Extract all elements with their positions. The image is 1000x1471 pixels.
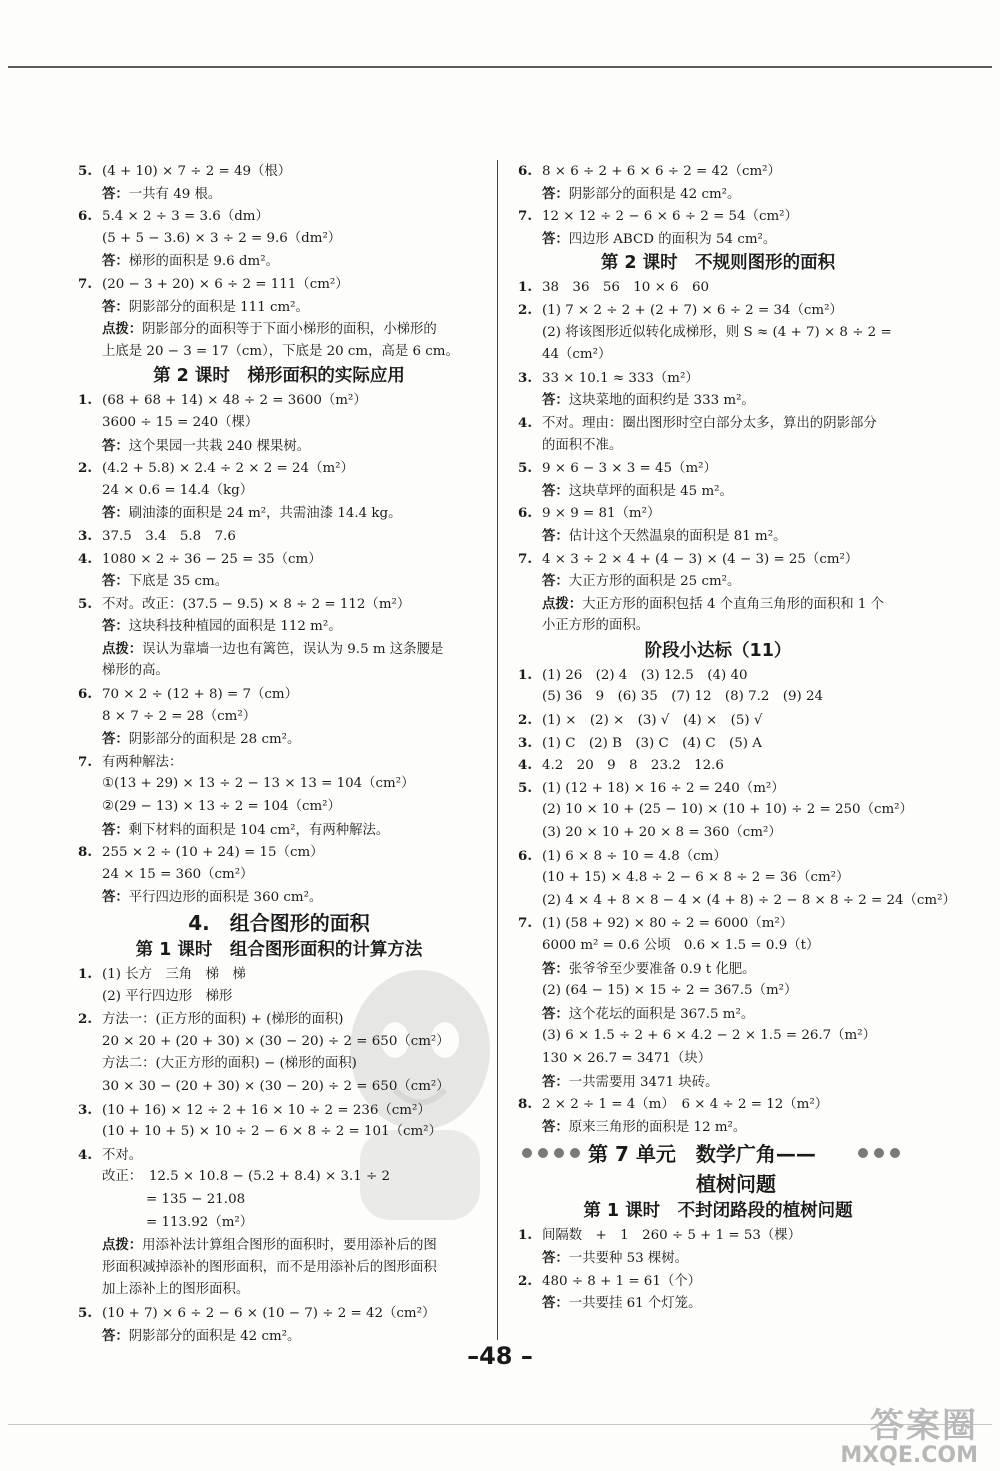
answer-line — [518, 322, 918, 345]
unit-heading — [518, 1138, 918, 1198]
line-text: 阴影部分的面积是 28 cm²。 — [128, 732, 301, 748]
answer-line — [78, 1257, 480, 1280]
item-number: 7. — [518, 208, 532, 225]
answer-line — [78, 1189, 480, 1212]
line-text: (2) 10 × 10 + (25 − 10) × (10 + 10) ÷ 2 = 250（cm²） — [542, 802, 913, 818]
answer-line — [518, 664, 918, 687]
line-text: 一共有 49 根。 — [128, 186, 222, 202]
answer-line — [78, 841, 480, 864]
item-number: 7. — [78, 753, 92, 770]
item-number: 3. — [78, 527, 92, 544]
answer-line — [518, 799, 918, 822]
line-text: 6000 m² = 0.6 公顷 0.6 × 1.5 = 0.9（t） — [542, 938, 820, 953]
item-number: 1. — [518, 1227, 532, 1244]
answer-line — [518, 845, 918, 868]
answer-label: 答： — [102, 889, 129, 906]
line-text: 四边形 ABCD 的面积为 54 cm²。 — [568, 231, 777, 247]
answer-label: 点拨： — [102, 1237, 143, 1254]
answer-line — [518, 160, 918, 183]
answer-label: 答： — [102, 618, 129, 635]
top-rule — [8, 66, 992, 68]
answer-line — [78, 638, 480, 661]
line-text: 255 × 2 ÷ (10 + 24) = 15（cm） — [102, 845, 324, 861]
answer-line — [78, 963, 480, 986]
answer-line — [518, 228, 918, 251]
answer-line — [518, 480, 918, 503]
answer-line — [78, 728, 480, 751]
answer-line — [78, 1166, 480, 1189]
line-text: 2 × 2 ÷ 1 = 4（m） 6 × 4 ÷ 2 = 12（m²） — [542, 1097, 829, 1113]
item-number: 7. — [518, 550, 532, 567]
answer-line — [78, 250, 480, 273]
answer-line — [78, 819, 480, 842]
line-text: (1) 7 × 2 ÷ 2 + (2 + 7) × 6 ÷ 2 = 34（cm²） — [542, 302, 843, 318]
line-text: 8 × 6 ÷ 2 + 6 × 6 ÷ 2 = 42（cm²） — [542, 164, 781, 179]
answer-label: 答： — [542, 1118, 569, 1135]
line-text: 一共要挂 61 个灯笼。 — [568, 1296, 702, 1312]
answer-label: 答： — [102, 298, 129, 315]
item-number: 8. — [78, 844, 92, 861]
line-text: 24 × 0.6 = 14.4（kg） — [102, 482, 254, 498]
line-text: 平行四边形的面积是 360 cm²。 — [128, 890, 323, 906]
line-text: 37.5 3.4 5.8 7.6 — [102, 528, 236, 544]
line-text: 阴影部分的面积是 111 cm²。 — [128, 299, 309, 315]
line-text: 20 × 20 + (20 + 30) × (30 − 20) ÷ 2 = 650（cm²） — [102, 1033, 450, 1049]
watermark — [840, 1408, 978, 1468]
item-number: 6. — [518, 505, 532, 522]
line-text: 3600 ÷ 15 = 240（棵） — [102, 414, 259, 430]
line-text: = 135 − 21.08 — [146, 1191, 246, 1207]
lesson-heading: 第 1 课时 不封闭路段的植树问题 — [583, 1201, 853, 1222]
answer-line — [518, 435, 918, 458]
answer-label: 答： — [102, 1327, 129, 1344]
answer-line — [78, 160, 480, 183]
item-number: 8. — [518, 1096, 532, 1113]
line-text: (1) C (2) B (3) C (4) C (5) A — [542, 735, 762, 751]
answer-line — [518, 412, 918, 435]
answer-line — [78, 502, 480, 525]
answer-line — [518, 205, 918, 228]
answer-line — [78, 1279, 480, 1302]
answer-line — [518, 299, 918, 322]
line-text: (1) 26 (2) 4 (3) 12.5 (4) 40 — [542, 667, 748, 683]
item-number: 3. — [518, 734, 532, 751]
answer-line — [78, 412, 480, 435]
answer-line — [518, 958, 918, 981]
answer-label: 答： — [542, 1295, 569, 1312]
answer-line — [78, 986, 480, 1009]
answer-line — [78, 183, 480, 206]
line-text: (1) (58 + 92) × 80 ÷ 2 = 6000（m²） — [542, 916, 794, 932]
answer-label: 答： — [542, 185, 569, 202]
dots-decoration-right — [858, 1148, 900, 1158]
line-text: 1080 × 2 ÷ 36 − 25 = 35（cm） — [102, 551, 322, 567]
answer-label: 答： — [102, 731, 129, 748]
item-number: 3. — [78, 1101, 92, 1118]
item-number: 6. — [78, 208, 92, 225]
answer-line — [518, 980, 918, 1003]
item-number: 1. — [518, 279, 532, 296]
answer-line — [78, 751, 480, 774]
line-text: 间隔数 + 1 260 ÷ 5 + 1 = 53（棵） — [542, 1228, 802, 1244]
answer-line — [518, 457, 918, 480]
answer-line — [78, 228, 480, 251]
item-number: 4. — [78, 550, 92, 567]
line-text: 张爷爷至少要准备 0.9 t 化肥。 — [568, 961, 756, 977]
item-number: 2. — [78, 460, 92, 477]
answer-line — [78, 1121, 480, 1144]
answer-label: 点拨： — [542, 595, 583, 612]
answer-line — [518, 367, 918, 390]
answer-line — [518, 935, 918, 958]
line-text: (4.2 + 5.8) × 2.4 ÷ 2 × 2 = 24（m²） — [102, 461, 354, 477]
item-number: 5. — [518, 460, 532, 477]
unit-title-line2: 植树问题 — [696, 1172, 776, 1197]
lesson-heading: 阶段小达标（11） — [644, 640, 792, 661]
item-number: 6. — [518, 847, 532, 864]
answer-label: 答： — [102, 437, 129, 454]
line-text: 不对。理由：圈出图形时空白部分太多，算出的阴影部分 — [542, 415, 877, 431]
answer-line — [518, 890, 956, 913]
line-text: 一共要种 53 棵树。 — [568, 1250, 689, 1266]
line-text: 9 × 6 − 3 × 3 = 45（m²） — [542, 461, 717, 477]
line-text: 不对。 — [102, 1147, 143, 1163]
line-text: 130 × 26.7 = 3471（块） — [542, 1050, 712, 1066]
answer-label: 答： — [542, 1249, 569, 1266]
line-text: (20 − 3 + 20) × 6 ÷ 2 = 111（cm²） — [102, 276, 349, 292]
line-text: 阴影部分的面积是 42 cm²。 — [128, 1328, 301, 1344]
line-text: 33 × 10.1 ≈ 333（m²） — [542, 370, 699, 386]
line-text: (10 + 7) × 6 ÷ 2 − 6 × (10 − 7) ÷ 2 = 42（cm²） — [102, 1305, 436, 1321]
line-text: 这个果园一共栽 240 棵果树。 — [128, 438, 311, 454]
answer-label: 答： — [102, 821, 129, 838]
item-number: 7. — [78, 275, 92, 292]
line-text: (5) 36 9 (6) 35 (7) 12 (8) 7.2 (9) 24 — [542, 689, 824, 705]
answer-line — [518, 344, 918, 367]
left-column — [78, 160, 480, 1347]
answer-line — [518, 777, 918, 800]
line-text: 阴影部分的面积等于下面小梯形的面积，小梯形的 — [142, 322, 437, 338]
answer-line — [518, 1025, 918, 1048]
answer-line — [78, 1053, 480, 1076]
line-text: 不对。改正：(37.5 − 9.5) × 8 ÷ 2 = 112（m²） — [102, 596, 411, 612]
column-divider — [497, 160, 498, 1340]
item-number: 1. — [78, 392, 92, 409]
answer-line — [518, 1292, 918, 1315]
answer-line — [78, 1234, 480, 1257]
line-text: 方法一：(正方形的面积) + (梯形的面积) — [102, 1012, 344, 1028]
answer-line — [518, 732, 918, 755]
answer-label: 答： — [102, 185, 129, 202]
item-number: 2. — [518, 1272, 532, 1289]
item-number: 3. — [518, 369, 532, 386]
line-text: 剩下材料的面积是 104 cm²，有两种解法。 — [128, 822, 390, 838]
line-text: 这块草坪的面积是 45 m²。 — [568, 483, 733, 499]
line-text: (10 + 16) × 12 ÷ 2 + 16 × 10 ÷ 2 = 236（cm²） — [102, 1102, 431, 1118]
answer-line — [78, 205, 480, 228]
answer-line — [78, 886, 480, 909]
answer-line — [78, 706, 480, 729]
line-text: (2) 4 × 4 + 8 × 8 − 4 × (4 + 8) ÷ 2 − 8 × 8 ÷ 2 = 24（cm²） — [542, 892, 956, 908]
answer-line — [78, 457, 480, 480]
line-text: 加上添补上的图形面积。 — [102, 1282, 250, 1298]
line-text: (10 + 15) × 4.8 ÷ 2 − 6 × 8 ÷ 2 = 36（cm²） — [542, 870, 850, 886]
answer-line — [518, 1247, 918, 1270]
line-text: 用添补法计算组合图形的面积时，要用添补后的图 — [142, 1238, 437, 1254]
answer-line — [518, 1270, 918, 1293]
answer-line — [78, 341, 480, 364]
answer-line — [518, 867, 918, 890]
answer-line — [78, 615, 480, 638]
answer-line — [78, 480, 480, 503]
answer-line — [518, 525, 918, 548]
line-text: 上底是 20 − 3 = 17（cm），下底是 20 cm，高是 6 cm。 — [102, 343, 459, 359]
line-text: (5 + 5 − 3.6) × 3 ÷ 2 = 9.6（dm²） — [102, 230, 342, 246]
answer-label: 点拨： — [102, 640, 143, 657]
line-text: (10 + 10 + 5) × 10 ÷ 2 − 6 × 8 ÷ 2 = 101（cm²） — [102, 1124, 442, 1140]
line-text: 24 × 15 = 360（cm²） — [102, 866, 254, 882]
lesson-heading: 第 1 课时 组合图形面积的计算方法 — [135, 940, 423, 960]
answer-line — [518, 1116, 918, 1139]
answer-label: 答： — [102, 253, 129, 270]
answer-line — [518, 389, 918, 412]
answer-line — [518, 276, 918, 299]
line-text: 4.2 20 9 8 23.2 12.6 — [542, 758, 724, 774]
line-text: 估计这个天然温泉的面积是 81 m²。 — [568, 528, 787, 544]
answer-line — [518, 686, 918, 709]
line-text: 有两种解法： — [102, 754, 183, 770]
line-text: 大正方形的面积是 25 cm²。 — [568, 574, 741, 590]
item-number: 7. — [518, 915, 532, 932]
line-text: 改正： 12.5 × 10.8 − (5.2 + 8.4) × 3.1 ÷ 2 — [102, 1169, 391, 1185]
line-text: 这块科技种植园的面积是 112 m²。 — [128, 619, 342, 635]
answer-label: 答： — [102, 505, 129, 522]
answer-line — [78, 1099, 480, 1122]
line-text: (3) 20 × 10 + 20 × 8 = 360（cm²） — [542, 825, 782, 841]
line-text: 阴影部分的面积是 42 cm²。 — [568, 186, 741, 202]
line-text: (2) 将该图形近似转化成梯形，则 S ≈ (4 + 7) × 8 ÷ 2 = — [542, 324, 892, 340]
line-text: (1) × (2) × (3) √ (4) × (5) √ — [542, 713, 763, 729]
line-text: (1) 长方 三角 梯 梯 — [102, 967, 246, 982]
watermark-brand: 答案圈 — [870, 1406, 978, 1446]
answer-line — [518, 615, 918, 638]
item-number: 4. — [518, 414, 532, 431]
line-text: 的面积不准。 — [542, 437, 623, 453]
answer-label: 答： — [542, 482, 569, 499]
watermark-url: MXQE.COM — [840, 1443, 978, 1468]
right-column — [518, 160, 956, 1315]
line-text: (3) 6 × 1.5 ÷ 2 + 6 × 4.2 − 2 × 1.5 = 26.7（m²） — [542, 1028, 876, 1044]
answer-line — [78, 435, 480, 458]
item-number: 2. — [78, 1011, 92, 1028]
section-title: 4. 组合图形的面积 — [188, 911, 370, 935]
line-text: 9 × 9 = 81（m²） — [542, 506, 661, 522]
line-text: (2) 平行四边形 梯形 — [102, 988, 233, 1004]
answer-line — [78, 1302, 480, 1325]
answer-line — [518, 754, 918, 777]
answer-line — [78, 273, 480, 296]
item-number: 5. — [78, 163, 92, 179]
answer-label: 答： — [542, 392, 569, 409]
lesson-heading: 第 2 课时 不规则图形的面积 — [600, 253, 836, 274]
line-text: 这个花坛的面积是 367.5 m²。 — [568, 1006, 755, 1022]
answer-line — [518, 1093, 918, 1116]
answer-line — [78, 796, 480, 819]
line-text: (1) (12 + 18) × 16 ÷ 2 = 240（m²） — [542, 780, 785, 796]
item-number: 5. — [518, 779, 532, 796]
line-text: 一共需要用 3471 块砖。 — [568, 1074, 719, 1090]
answer-line — [518, 709, 918, 732]
line-text: ①(13 + 29) × 13 ÷ 2 − 13 × 13 = 104（cm²） — [102, 776, 415, 792]
answer-label: 答： — [542, 960, 569, 977]
answer-label: 点拨： — [102, 321, 143, 338]
line-text: = 113.92（m²） — [146, 1214, 254, 1230]
line-text: (2) (64 − 15) × 15 ÷ 2 = 367.5（m²） — [542, 983, 798, 999]
line-text: ②(29 − 13) × 13 ÷ 2 = 104（cm²） — [102, 799, 341, 815]
line-text: 480 ÷ 8 + 1 = 61（个） — [542, 1273, 702, 1289]
line-text: 小正方形的面积。 — [542, 618, 650, 634]
answer-label: 答： — [102, 573, 129, 590]
item-number: 4. — [518, 757, 532, 774]
answer-line — [78, 548, 480, 571]
answer-label: 答： — [542, 573, 569, 590]
answer-line — [78, 864, 480, 887]
answer-label: 答： — [542, 1005, 569, 1022]
answer-line — [78, 525, 480, 548]
dots-decoration-left — [522, 1148, 580, 1158]
answer-line — [518, 1003, 918, 1026]
answer-line — [518, 822, 918, 845]
line-text: 原来三角形的面积是 12 m²。 — [568, 1119, 747, 1135]
answer-line — [78, 570, 480, 593]
item-number: 1. — [518, 666, 532, 683]
line-text: 5.4 × 2 ÷ 3 = 3.6（dm） — [102, 209, 269, 225]
line-text: 梯形的面积是 9.6 dm²。 — [128, 254, 279, 270]
line-text: 方法二：(大正方形的面积) − (梯形的面积) — [102, 1056, 357, 1072]
answer-line — [78, 389, 480, 412]
item-number: 6. — [518, 163, 532, 179]
answer-label: 答： — [542, 1073, 569, 1090]
line-text: (68 + 68 + 14) × 48 ÷ 2 = 3600（m²） — [102, 393, 367, 409]
item-number: 4. — [78, 1146, 92, 1163]
line-text: 70 × 2 ÷ (12 + 8) = 7（cm） — [102, 687, 298, 703]
line-text: 误认为靠墙一边也有篱笆，误认为 9.5 m 这条腰是 — [142, 641, 444, 657]
line-text: 形面积减掉添补的图形面积，而不是用添补后的图形面积 — [102, 1259, 437, 1275]
answer-label: 答： — [542, 230, 569, 247]
answer-line — [518, 548, 918, 571]
answer-line — [78, 318, 480, 341]
line-text: 大正方形的面积包括 4 个直角三角形的面积和 1 个 — [582, 596, 885, 612]
line-text: 刷油漆的面积是 24 m²，共需油漆 14.4 kg。 — [128, 506, 402, 522]
answer-line — [78, 660, 480, 683]
answer-line — [518, 1224, 918, 1247]
answer-line — [78, 593, 480, 616]
answer-label: 答： — [542, 527, 569, 544]
answer-line — [78, 1212, 480, 1235]
answer-line — [518, 912, 918, 935]
answer-line — [518, 502, 918, 525]
answer-line — [78, 1076, 480, 1099]
answer-line — [78, 1031, 480, 1054]
line-text: 12 × 12 ÷ 2 − 6 × 6 ÷ 2 = 54（cm²） — [542, 209, 798, 225]
line-text: 8 × 7 ÷ 2 = 28（cm²） — [102, 708, 257, 724]
answer-line — [78, 1144, 480, 1167]
answer-line — [518, 183, 918, 206]
item-number: 5. — [78, 595, 92, 612]
line-text: 4 × 3 ÷ 2 × 4 + (4 − 3) × (4 − 3) = 25（cm²） — [542, 551, 859, 567]
line-text: 44（cm²） — [542, 347, 612, 363]
line-text: 30 × 30 − (20 + 30) × (30 − 20) ÷ 2 = 650（cm²） — [102, 1078, 450, 1094]
answer-line — [78, 296, 480, 319]
unit-title-line1: 第 7 单元 数学广角—— — [588, 1142, 816, 1167]
page-number: –48 – — [467, 1342, 533, 1370]
line-text: 这块菜地的面积约是 333 m²。 — [568, 393, 755, 409]
item-number: 2. — [518, 712, 532, 729]
item-number: 6. — [78, 686, 92, 703]
line-text: 梯形的高。 — [102, 663, 169, 679]
line-text: (4 + 10) × 7 ÷ 2 = 49（根） — [102, 164, 292, 179]
lesson-heading: 第 2 课时 梯形面积的实际应用 — [153, 366, 405, 387]
item-number: 1. — [78, 966, 92, 982]
answer-line — [518, 1071, 918, 1094]
line-text: 38 36 56 10 × 6 60 — [542, 280, 710, 296]
answer-line — [518, 593, 918, 616]
answer-line — [78, 1008, 480, 1031]
item-number: 5. — [78, 1304, 92, 1321]
line-text: 下底是 35 cm。 — [128, 574, 229, 590]
line-text: (1) 6 × 8 ÷ 10 = 4.8（cm） — [542, 848, 727, 864]
item-number: 2. — [518, 301, 532, 318]
answer-line — [518, 570, 918, 593]
answer-line — [518, 1048, 918, 1071]
answer-line — [78, 683, 480, 706]
answer-line — [78, 773, 480, 796]
